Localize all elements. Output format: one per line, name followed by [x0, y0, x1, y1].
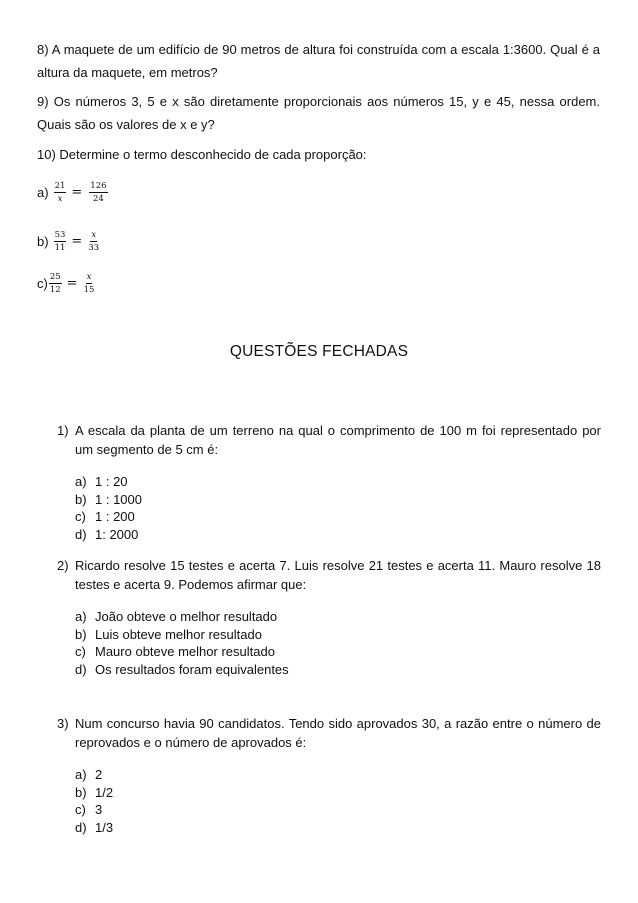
option-d	[75, 819, 113, 837]
option-letter: a)	[75, 609, 87, 624]
option-text: 1/2	[95, 784, 114, 800]
option-a	[75, 766, 113, 784]
fraction-left	[49, 272, 62, 295]
fraction-left	[54, 230, 67, 253]
option-a	[75, 608, 289, 626]
proportion-label: b)	[37, 233, 49, 249]
option-letter: a)	[75, 474, 87, 489]
option-letter: c)	[75, 644, 86, 659]
option-text: João obteve o melhor resultado	[95, 609, 278, 624]
denominator: x	[57, 193, 63, 204]
option-text: 1/3	[95, 819, 114, 835]
option-letter: d)	[75, 526, 87, 542]
option-d	[75, 661, 289, 679]
option-letter: c)	[75, 802, 86, 817]
question-text: Ricardo resolve 15 testes e acerta 7. Luis resolve 21 testes e acerta 11. Mauro resolve 18 testes e acerta 9. Podemos afirmar que:	[75, 558, 601, 592]
option-letter: d)	[75, 819, 87, 835]
question-text: Num concurso havia 90 candidatos. Tendo sido aprovados 30, a razão entre o número de reprovados e o número de aprovados é:	[75, 716, 601, 750]
option-text: Luis obteve melhor resultado	[95, 626, 262, 642]
closed-question-3	[57, 714, 601, 752]
equals-sign: =	[71, 184, 83, 200]
option-letter: c)	[75, 509, 86, 524]
question-text: A escala da planta de um terreno na qual o comprimento de 100 m foi representado por um segmento de 5 cm é:	[75, 423, 601, 457]
question-8: 8) A maquete de um edifício de 90 metros de altura foi construída com a escala 1:3600. Qual é a altura da maquete, em metros?	[37, 42, 600, 80]
denominator: 24	[93, 193, 104, 204]
option-c	[75, 508, 142, 526]
denominator: 15	[83, 284, 95, 295]
fraction-right	[89, 181, 107, 204]
section-title: QUESTÕES FECHADAS	[229, 343, 409, 360]
numerator: 21	[54, 180, 66, 191]
option-text: 1: 2000	[95, 526, 139, 542]
option-a	[75, 473, 142, 491]
question-number: 1)	[57, 423, 69, 438]
option-b	[75, 491, 142, 509]
fraction-left	[54, 181, 67, 204]
option-letter: a)	[75, 767, 87, 782]
option-c	[75, 643, 289, 661]
denominator: 12	[49, 284, 61, 295]
option-text: 2	[95, 767, 103, 782]
option-b	[75, 784, 113, 802]
options-list	[75, 766, 113, 836]
numerator: x	[86, 271, 92, 282]
options-list	[75, 608, 289, 678]
denominator: 11	[54, 242, 66, 253]
fraction-right	[87, 230, 100, 253]
denominator: 33	[88, 242, 100, 253]
question-number: 2)	[57, 558, 69, 573]
numerator: x	[91, 229, 97, 240]
question-9: 9) Os números 3, 5 e x são diretamente proporcionais aos números 15, y e 45, nessa ordem. Quais são os valores de x e y?	[37, 94, 600, 132]
question-10: 10) Determine o termo desconhecido de cada proporção:	[37, 147, 367, 162]
closed-question-2	[57, 556, 601, 594]
option-letter: b)	[75, 626, 87, 642]
proportion-label: c)	[37, 275, 48, 291]
option-text: 1 : 200	[95, 509, 135, 524]
option-letter: d)	[75, 661, 87, 677]
option-letter: b)	[75, 784, 87, 800]
fraction-right	[83, 272, 96, 295]
option-c	[75, 801, 113, 819]
numerator: 126	[90, 180, 107, 191]
numerator: 53	[54, 229, 66, 240]
option-text: 3	[95, 802, 103, 817]
proportion-b	[37, 226, 102, 256]
proportion-a	[37, 177, 110, 207]
option-text: 1 : 20	[95, 474, 128, 489]
option-b	[75, 626, 289, 644]
question-number: 3)	[57, 716, 69, 731]
option-text: 1 : 1000	[95, 491, 142, 507]
proportion-c	[37, 268, 97, 298]
options-list	[75, 473, 142, 543]
equals-sign: =	[66, 275, 78, 291]
numerator: 25	[49, 271, 61, 282]
option-d	[75, 526, 142, 544]
equals-sign: =	[71, 233, 83, 249]
option-letter: b)	[75, 491, 87, 507]
proportion-label: a)	[37, 184, 49, 200]
option-text: Mauro obteve melhor resultado	[95, 644, 275, 659]
option-text: Os resultados foram equivalentes	[95, 661, 289, 677]
closed-question-1	[57, 421, 601, 459]
